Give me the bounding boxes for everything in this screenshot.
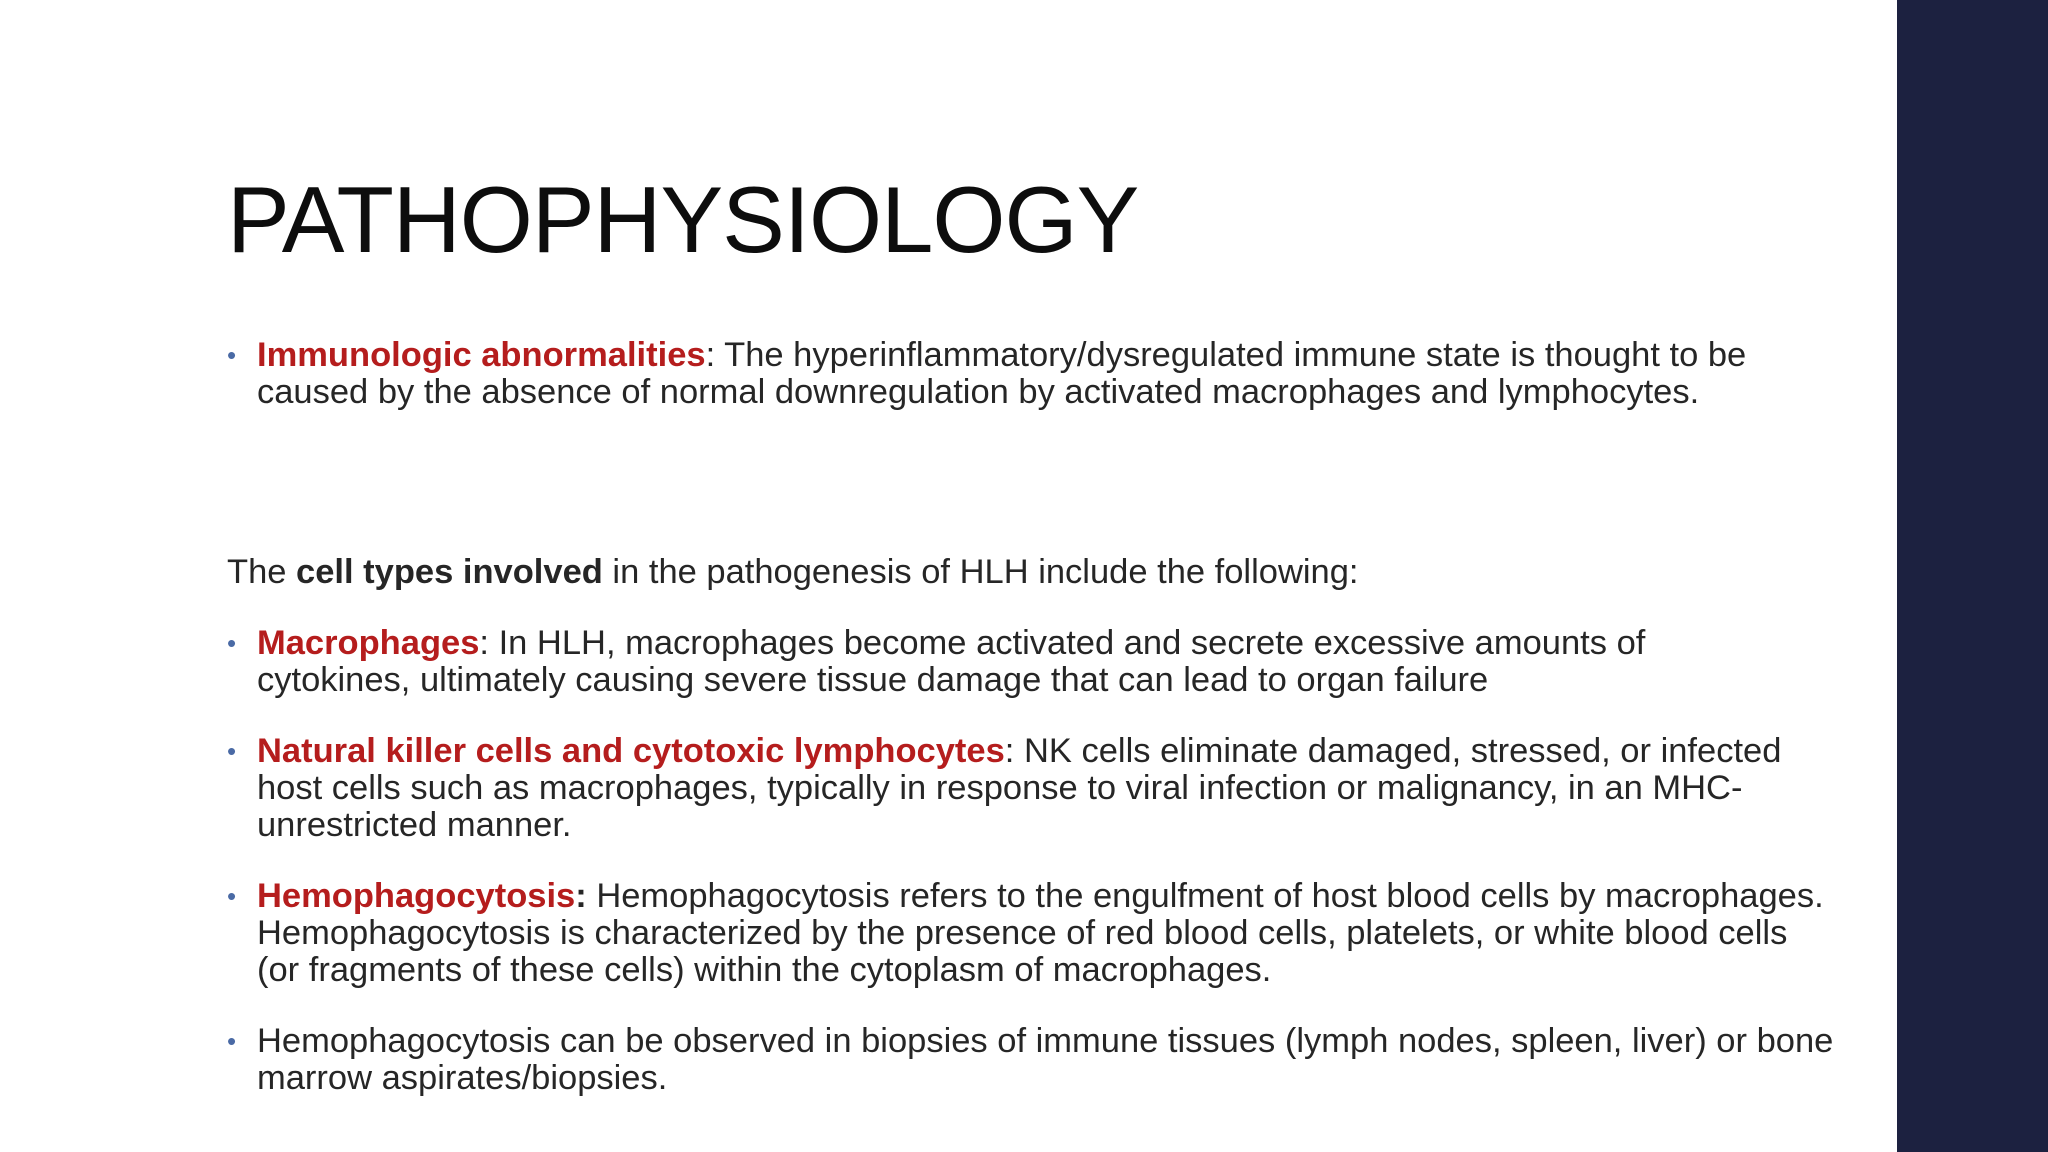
bullet-item (227, 878, 1837, 989)
bullet-text: : The hyperinflammatory/dysregulated immune state is thought to be caused by the absence of normal downregulation by activated macrophages and lymphocytes. (257, 336, 1747, 411)
bullet-text: Hemophagocytosis refers to the engulfment of host blood cells by macrophages. Hemophagocytosis is characterized by the presence of red blood cells, platelets, or white blood cells (or fragments of these cells) within the cytoplasm of macrophages. (257, 877, 1824, 989)
bullet-item (227, 733, 1817, 844)
bullet-item (227, 625, 1787, 699)
bullet-term: Hemophagocytosis (257, 877, 576, 915)
intro-prefix: The (227, 553, 297, 591)
bullet-term: Macrophages (257, 624, 480, 662)
intro-bold: cell types involved (296, 553, 603, 591)
biopsy-bullet (227, 1023, 1837, 1097)
bullet-item (227, 1023, 1837, 1097)
bullet-marker-icon: • (227, 736, 237, 766)
slide-title: PATHOPHYSIOLOGY (227, 167, 1139, 272)
bullet-colon: : (575, 877, 587, 915)
intro-line (227, 554, 1827, 591)
bullet-text: Hemophagocytosis can be observed in biopsies of immune tissues (lymph nodes, spleen, liver) or bone marrow aspirates/biopsies. (257, 1022, 1834, 1097)
bullet-text: : In HLH, macrophages become activated and secrete excessive amounts of cytokines, ultimately causing severe tissue damage that can lead to organ failure (257, 624, 1646, 699)
hemophagocytosis-bullet (227, 878, 1837, 989)
bullet-term: Immunologic abnormalities (257, 336, 706, 374)
bullet-item (227, 337, 1817, 411)
sidebar-accent-band (1897, 0, 2048, 1152)
bullet-text: : NK cells eliminate damaged, stressed, or infected host cells such as macrophages, typically in response to viral infection or malignancy, in an MHC-unrestricted manner. (257, 732, 1782, 844)
bullet-marker-icon: • (227, 881, 237, 911)
bullet-marker-icon: • (227, 340, 237, 370)
immunologic-bullet (227, 337, 1817, 411)
bullet-marker-icon: • (227, 628, 237, 658)
nk-cells-bullet (227, 733, 1817, 844)
intro-suffix: in the pathogenesis of HLH include the following: (602, 553, 1359, 591)
macrophages-bullet (227, 625, 1787, 699)
bullet-marker-icon: • (227, 1026, 237, 1056)
bullet-term: Natural killer cells and cytotoxic lymphocytes (257, 732, 1005, 770)
